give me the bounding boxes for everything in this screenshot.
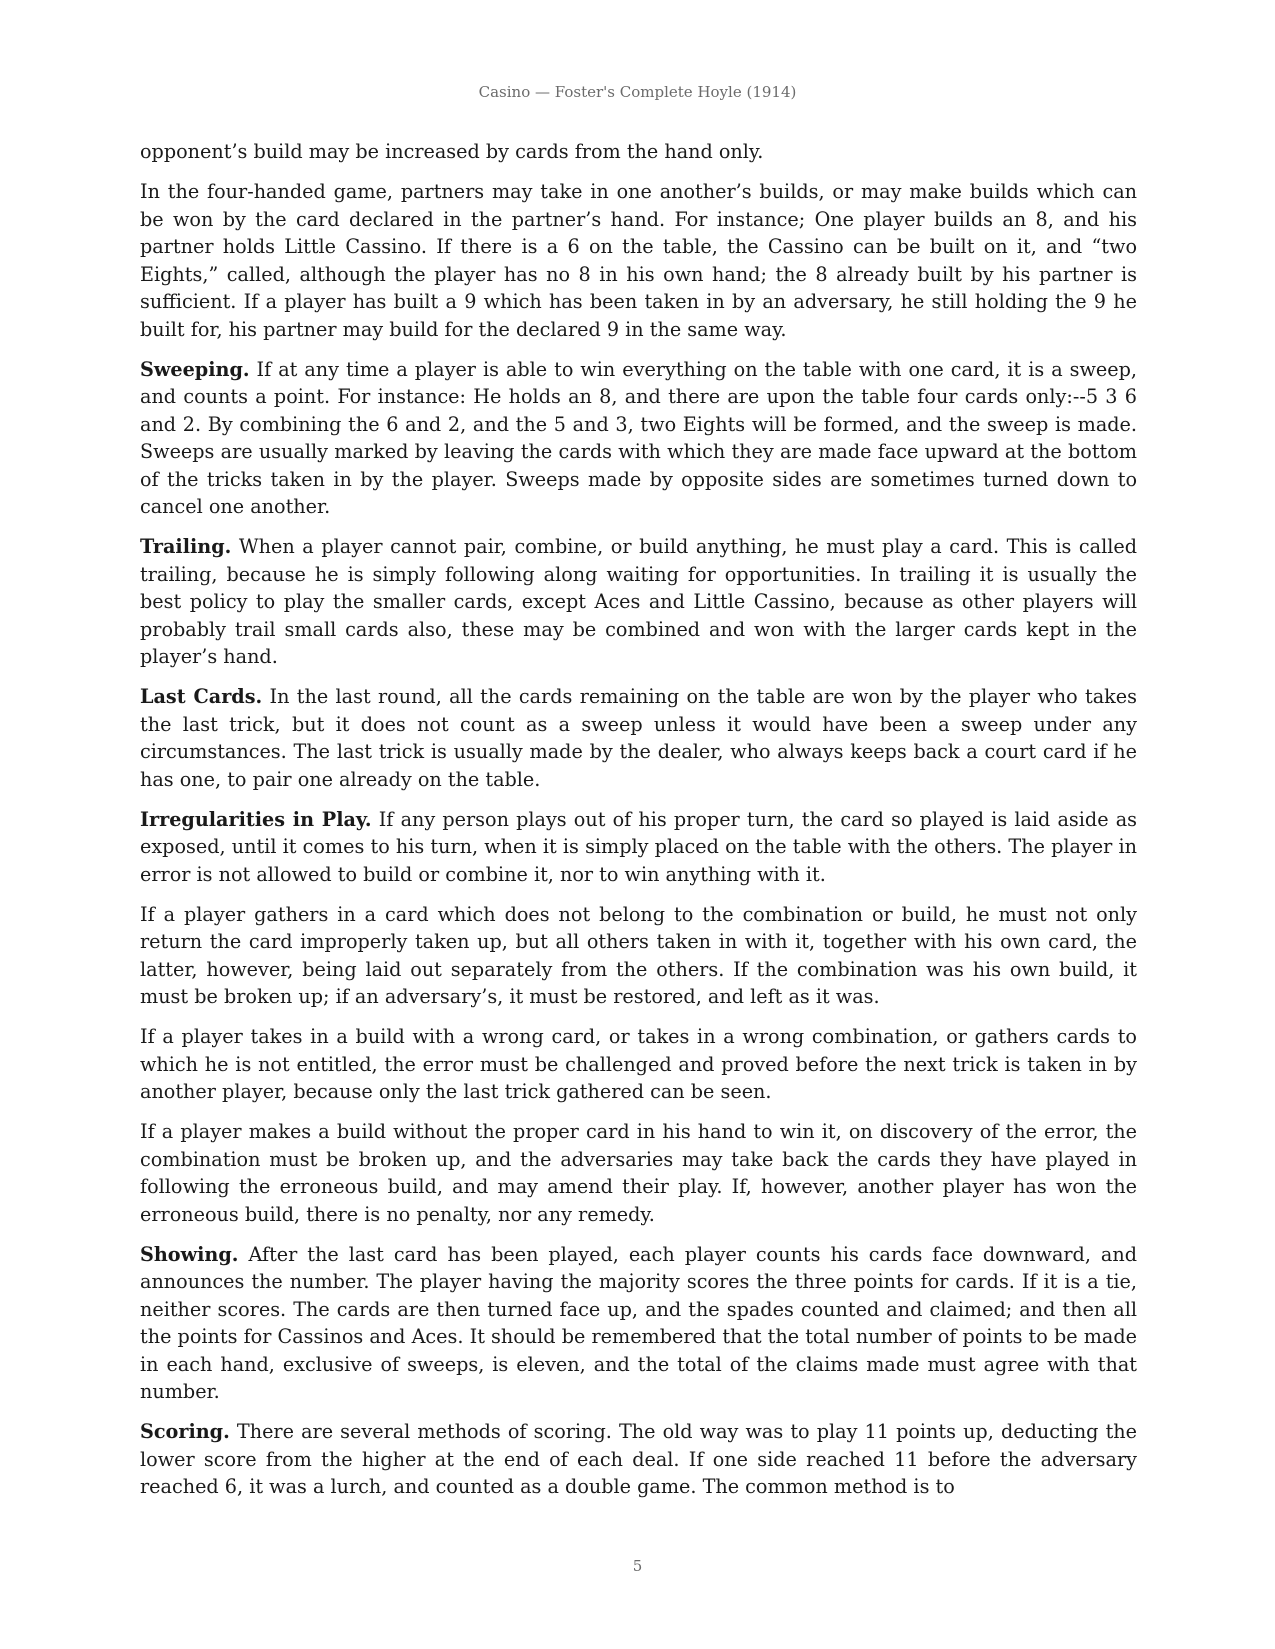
paragraph bbox=[140, 1418, 1137, 1501]
paragraph-lead: Irregularities in Play. bbox=[140, 807, 372, 831]
paragraph-text: If a player takes in a build with a wrong card, or takes in a wrong combination, or gathers cards to which he is not entitled, the error must be challenged and proved before the next trick is taken in by another player, because only the last trick gathered can be seen. bbox=[140, 1025, 1137, 1103]
page-number: 5 bbox=[632, 1557, 643, 1575]
paragraph-lead: Scoring. bbox=[140, 1420, 230, 1443]
paragraph-text: If a player gathers in a card which does not belong to the combination or build, he must not only return the card improperly taken up, but all others taken in with it, together with his own card, the latter, however, being laid out separately from the others. If the combination was his own build, it must be broken up; if an adversary’s, it must be restored, and left as it was. bbox=[140, 902, 1137, 1008]
paragraph bbox=[140, 533, 1137, 671]
paragraph-text: If any person plays out of his proper turn, the card so played is laid aside as exposed, until it comes to his turn, when it is simply placed on the table with the others. The player in error is not allowed to build or combine it, nor to win anything with it. bbox=[140, 807, 1137, 886]
paragraph-text: There are several methods of scoring. The old way was to play 11 points up, deducting the lower score from the higher at the end of each deal. If one side reached 11 before the adversary reached 6, it was a lurch, and counted as a double game. The common method is to bbox=[140, 1420, 1137, 1498]
paragraph-lead: Showing. bbox=[140, 1242, 239, 1266]
paragraph-lead: Trailing. bbox=[140, 535, 232, 558]
paragraph bbox=[140, 1241, 1137, 1406]
paragraph bbox=[140, 806, 1137, 889]
paragraph bbox=[140, 138, 1137, 166]
paragraph-text: opponent’s build may be increased by cards from the hand only. bbox=[140, 140, 764, 163]
paragraph bbox=[140, 1118, 1137, 1228]
paragraph-text: After the last card has been played, each player counts his cards face downward, and announces the number. The player having the majority scores the three points for cards. If it is a tie, neither scores. The cards are then turned face up, and the spades counted and claimed; and then all the points for Cassinos and Aces. It should be remembered that the total number of points to be made in each hand, exclusive of sweeps, is eleven, and the total of the claims made must agree with that number. bbox=[140, 1242, 1137, 1403]
paragraph-text: If at any time a player is able to win everything on the table with one card, it is a sweep, and counts a point. For instance: He holds an 8, and there are upon the table four cards only:--5 3 6 and 2. By combining the 6 and 2, and the 5 and 3, two Eights will be formed, and the sweep is made. Sweeps are usually marked by leaving the cards with which they are made face upward at the bottom of the tricks taken in by the player. Sweeps made by opposite sides are sometimes turned down to cancel one another. bbox=[140, 357, 1137, 518]
paragraph-text: In the last round, all the cards remaining on the table are won by the player who takes the last trick, but it does not count as a sweep unless it would have been a sweep under any circumstances. The last trick is usually made by the dealer, who always keeps back a court card if he has one, to pair one already on the table. bbox=[140, 685, 1137, 791]
paragraph-lead: Last Cards. bbox=[140, 685, 263, 708]
paragraph bbox=[140, 178, 1137, 343]
paragraph-lead: Sweeping. bbox=[140, 357, 250, 381]
paragraph bbox=[140, 356, 1137, 521]
paragraph-text: When a player cannot pair, combine, or build anything, he must play a card. This is called trailing, because he is simply following along waiting for opportunities. In trailing it is usually the best policy to play the smaller cards, except Aces and Little Cassino, because as other players will probably trail small cards also, these may be combined and won with the larger cards kept in the player’s hand. bbox=[140, 535, 1137, 668]
paragraph-text: In the four-handed game, partners may take in one another’s builds, or may make builds which can be won by the card declared in the partner’s hand. For instance; One player builds an 8, and his partner holds Little Cassino. If there is a 6 on the table, the Cassino can be built on it, and “two Eights,” called, although the player has no 8 in his own hand; the 8 already built by his partner is sufficient. If a player has built a 9 which has been taken in by an adversary, he still holding the 9 he built for, his partner may build for the declared 9 in the same way. bbox=[140, 180, 1137, 341]
paragraph bbox=[140, 683, 1137, 793]
paragraph bbox=[140, 1023, 1137, 1106]
paragraph bbox=[140, 901, 1137, 1011]
running-header: Casino — Foster's Complete Hoyle (1914) bbox=[478, 83, 797, 101]
page-body bbox=[140, 138, 1137, 1513]
paragraph-text: If a player makes a build without the proper card in his hand to win it, on discovery of the error, the combination must be broken up, and the adversaries may take back the cards they have played in following the erroneous build, and may amend their play. If, however, another player has won the erroneous build, there is no penalty, nor any remedy. bbox=[140, 1120, 1137, 1226]
